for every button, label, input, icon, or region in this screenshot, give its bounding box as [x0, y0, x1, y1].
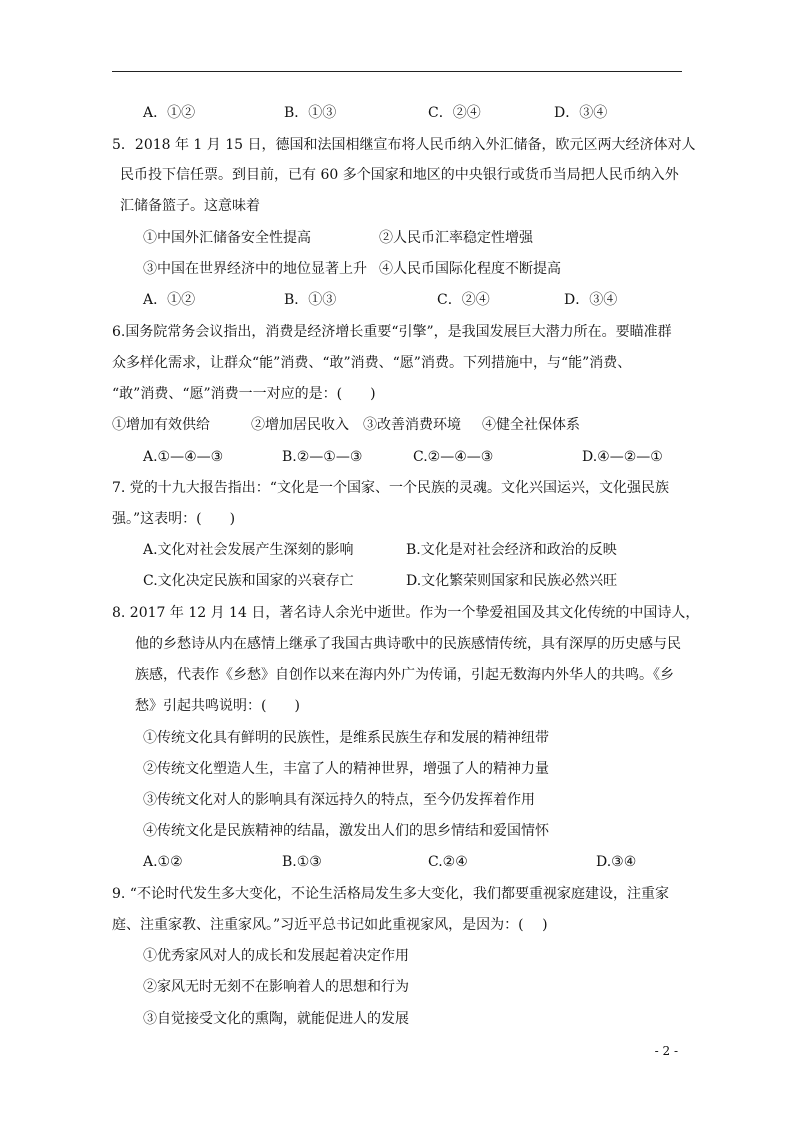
q9-statement-2: ②家风无时无刻不在影响着人的思想和行为 — [143, 979, 409, 995]
q5-statement-3: ③中国在世界经济中的地位显著上升 — [143, 261, 367, 277]
q7-stem-line-1: 7. 党的十九大报告指出：“文化是一个国家、一个民族的灵魂。文化兴国运兴，文化强民族 — [112, 480, 669, 496]
q6-option-c: C.②—④—③ — [413, 449, 494, 465]
q8-stem-line-4: 愁》引起共鸣说明：( ) — [135, 698, 300, 714]
q7-option-c: C.文化决定民族和国家的兴衰存亡 — [143, 573, 354, 589]
q9-statement-1: ①优秀家风对人的成长和发展起着决定作用 — [143, 948, 409, 964]
q6-statement-1: ①增加有效供给 — [112, 417, 210, 433]
q8-stem-line-2: 他的乡愁诗从内在感情上继承了我国古典诗歌中的民族感情传统，具有深厚的历史感与民 — [135, 636, 681, 652]
q4-option-a: A．①② — [143, 105, 196, 121]
q6-stem-line-1: 6.国务院常务会议指出，消费是经济增长重要“引擎”，是我国发展巨大潜力所在。要瞄准群 — [112, 324, 672, 340]
q5-statement-2: ②人民币汇率稳定性增强 — [379, 230, 533, 246]
q7-option-a: A.文化对社会发展产生深刻的影响 — [143, 542, 354, 558]
q9-stem-line-1: 9. “不论时代发生多大变化，不论生活格局发生多大变化，我们都要重视家庭建设，注重家 — [112, 886, 669, 902]
q5-stem-line-3: 汇储备篮子。这意味着 — [120, 198, 260, 214]
q5-stem-line-2: 民币投下信任票。到目前，已有 60 多个国家和地区的中央银行或货币当局把人民币纳入外 — [120, 167, 679, 183]
q6-option-d: D.④—②—① — [582, 449, 663, 465]
q4-option-d: D．③④ — [554, 105, 608, 121]
q5-option-d: D．③④ — [564, 292, 618, 308]
header-rule — [112, 71, 682, 72]
q6-statement-2: ②增加居民收入 — [251, 417, 349, 433]
q6-option-b: B.②—①—③ — [282, 449, 363, 465]
q5-option-b: B．①③ — [284, 292, 337, 308]
q5-option-c: C．②④ — [437, 292, 490, 308]
q5-statement-1: ①中国外汇储备安全性提高 — [143, 230, 311, 246]
page-number: - 2 - — [654, 1044, 678, 1058]
q9-statement-3: ③自觉接受文化的熏陶，就能促进人的发展 — [143, 1011, 409, 1027]
q8-statement-2: ②传统文化塑造人生，丰富了人的精神世界，增强了人的精神力量 — [143, 761, 549, 777]
q7-option-b: B.文化是对社会经济和政治的反映 — [406, 542, 617, 558]
q6-option-a: A.①—④—③ — [143, 449, 224, 465]
q8-option-b: B.①③ — [282, 854, 322, 870]
q8-statement-3: ③传统文化对人的影响具有深远持久的特点，至今仍发挥着作用 — [143, 792, 535, 808]
q4-option-c: C．②④ — [428, 105, 481, 121]
q8-statement-4: ④传统文化是民族精神的结晶，激发出人们的思乡情结和爱国情怀 — [143, 823, 549, 839]
q6-statement-4: ④健全社保体系 — [482, 417, 580, 433]
q8-stem-line-3: 族感，代表作《乡愁》自创作以来在海内外广为传诵，引起无数海内外华人的共鸣。《乡 — [135, 667, 674, 683]
q6-statement-3: ③改善消费环境 — [363, 417, 461, 433]
q5-stem-line-1: 5．2018 年 1 月 15 日，德国和法国相继宣布将人民币纳入外汇储备，欧元区两大经济体对人 — [112, 137, 696, 153]
q9-stem-line-2: 庭、注重家教、注重家风。”习近平总书记如此重视家风，是因为：( ) — [112, 917, 548, 933]
q6-stem-line-2: 众多样化需求，让群众“能”消费、“敢”消费、“愿”消费。下列措施中，与“能”消费、 — [112, 355, 632, 371]
q7-stem-line-2: 强。”这表明：( ) — [112, 511, 236, 527]
q4-option-b: B．①③ — [284, 105, 337, 121]
q6-stem-line-3: “敢”消费、“愿”消费一一对应的是：( ) — [112, 386, 376, 402]
q5-statement-4: ④人民币国际化程度不断提高 — [379, 261, 561, 277]
q8-option-a: A.①② — [143, 854, 183, 870]
q5-option-a: A．①② — [143, 292, 196, 308]
q8-statement-1: ①传统文化具有鲜明的民族性，是维系民族生存和发展的精神纽带 — [143, 730, 549, 746]
q8-stem-line-1: 8. 2017 年 12 月 14 日，著名诗人余光中逝世。作为一个挚爱祖国及其文化传统的中国诗人， — [112, 605, 700, 621]
q8-option-d: D.③④ — [596, 854, 637, 870]
q8-option-c: C.②④ — [428, 854, 468, 870]
q7-option-d: D.文化繁荣则国家和民族必然兴旺 — [406, 573, 618, 589]
